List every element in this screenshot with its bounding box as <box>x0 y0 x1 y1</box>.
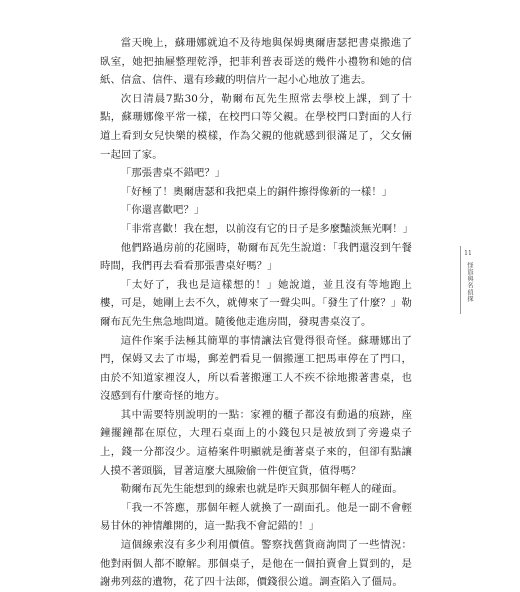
body-text <box>100 34 412 592</box>
dialogue-4: 「非常喜歡！我在想，以前沒有它的日子是多麼豔淡無光啊！」 <box>120 222 414 235</box>
paragraph-8: 這個線索沒有多少利用價值。警察找舊貨商詢問了一些情況：他對兩個人都不瞭解。那個桌子，是他在一個拍賣會上買到的，是謝弗列茲的遺物，花了四十法郎，價錢很公道。調查陷入了僵局。 <box>100 539 412 589</box>
dialogue-1: 「那張書桌不錯吧？」 <box>120 167 226 180</box>
dialogue-2: 「好極了！奧爾唐瑟和我把桌上的銅件擦得像新的一樣！」 <box>120 185 393 198</box>
margin-rule <box>460 246 461 314</box>
paragraph-6: 其中需要特別說明的一點：家裡的櫃子都沒有動過的痕跡，座鐘擺鐘都在原位，大理石桌面上的小錢包只是被放到了旁邊桌子上，錢一分都沒少。這椿案件明顯就是衝著桌子來的，但卻有點讓人摸不著頭腦，冒著這麼大風險偷一件便宜貨，值得嗎？ <box>100 408 412 477</box>
dialogue-5: 「我一不答應，那個年輕人就換了一副面孔。他是一副不會輕易甘休的神情離開的，這一點我不會記錯的！」 <box>100 501 412 533</box>
dialogue-3: 「你還喜歡吧？」 <box>120 204 205 217</box>
paragraph-3: 他們路過房前的花園時，勒爾布瓦先生說道：「我們還沒到午餐時間，我們再去看看那張書桌好嗎？」 <box>100 241 412 273</box>
paragraph-7: 勒爾布瓦先生能想到的線索也就是昨天與那個年輕人的碰面。 <box>120 483 403 496</box>
running-title: 怪盜與名偵探 <box>466 262 473 303</box>
paragraph-4: 「太好了，我也是這樣想的！」她說道，並且沒有等地跑上樓，可是，她剛上去不久，就傳來了一聲尖叫。「發生了什麼？」勒爾布瓦先生焦急地問道。隨後他走進房間，發現書桌沒了。 <box>100 278 412 328</box>
paragraph-5: 這件作案手法極其簡單的事情讓法官覺得很奇怪。蘇珊娜出了門，保姆又去了市場，郵差們看見一個搬運工把馬車停在了門口，由於不知道家裡沒人，所以看著搬運工人不疾不徐地搬著書桌，也沒感到有什麼奇怪的地方。 <box>100 334 412 403</box>
page-number: 11 <box>464 250 472 257</box>
paragraph-1: 當天晚上，蘇珊娜就迫不及待地與保姆奧爾唐瑟把書桌搬進了臥室，她把抽屜整理乾淨，把菲利普表哥送的幾件小禮物和她的信紙、信盒、信件、還有珍藏的明信片一起小心地放了進去。 <box>100 37 412 87</box>
paragraph-2: 次日清晨7點30分，勒爾布瓦先生照常去學校上課，到了十點，蘇珊娜像平常一樣，在校門口等父親。在學校門口對面的人行道上看到女兒快樂的模樣，作為父親的他就感到很滿足了，父女倆一起回了家。 <box>100 92 412 161</box>
